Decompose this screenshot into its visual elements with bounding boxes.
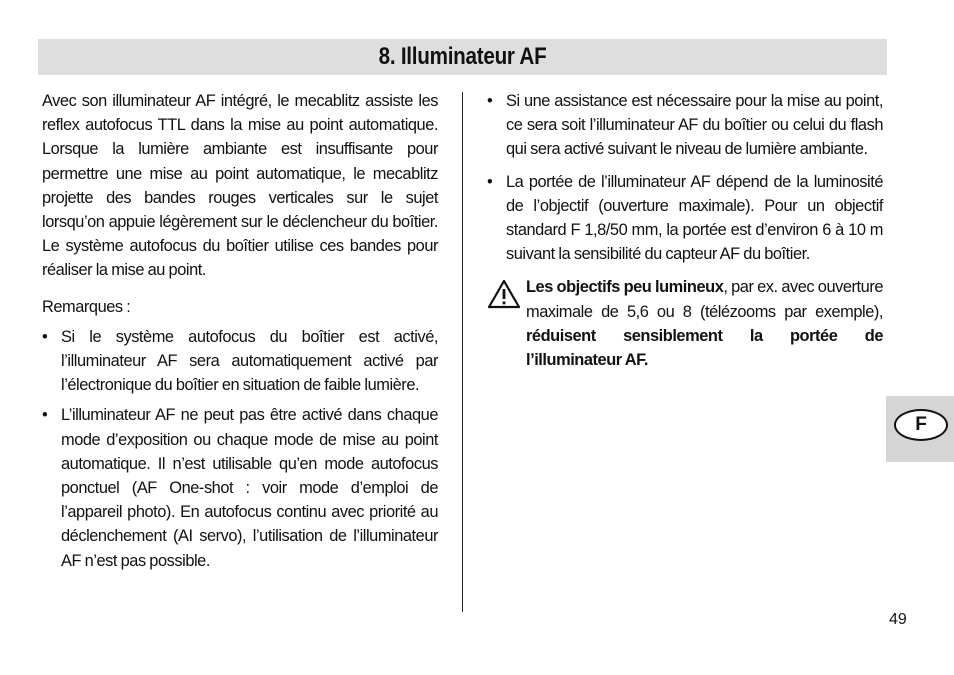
bullet-icon: •: [487, 92, 493, 110]
list-item: [487, 89, 883, 162]
list-item: [42, 325, 438, 398]
warning-text: [526, 275, 883, 372]
column-divider: [462, 92, 463, 612]
warning-middle: , par ex. avec ouverture maximale de 5,6 ou 8 (télézooms par exemple),: [526, 278, 883, 321]
bullet-text: Si une assistance est nécessaire pour la mise au point, ce sera soit l’illuminateur AF du boîtier ou celui du flash qui sera activé suivant le niveau de lumière ambiante.: [506, 92, 883, 159]
bullet-text: L’illuminateur AF ne peut pas être activé dans chaque mode d’exposition ou chaque mode de mise au point automatique. Il n’est utilisable qu’en mode autofocus ponctuel (AF One-shot : voir mode d’emploi de l’appareil photo). En autofocus continu avec priorité au déclenchement (AI servo), l’utilisation de l’illuminateur AF n’est pas possible.: [61, 406, 438, 570]
right-column: [487, 89, 883, 372]
language-tab-label: F: [894, 409, 948, 441]
warning-bold-end: réduisent sensiblement la portée de l’illuminateur AF.: [526, 326, 883, 370]
section-title: 8. Illuminateur AF: [378, 43, 547, 70]
bullet-text: La portée de l’illuminateur AF dépend de la luminosité de l’objectif (ouverture maximale). Pour un objectif standard F 1,8/50 mm, la portée est d’environ 6 à 10 m suivant la sensibilité du capteur AF du boîtier.: [506, 172, 883, 264]
remarks-label: Remarques :: [42, 297, 131, 316]
list-item: [487, 170, 883, 267]
bullet-icon: •: [42, 406, 48, 425]
page-number: 49: [889, 611, 907, 628]
warning-bold-start: Les objectifs peu lumineux: [526, 278, 724, 297]
intro-paragraph: Avec son illuminateur AF intégré, le mecablitz assiste les reflex autofocus TTL dans la mise au point automatique. Lorsque la lumière ambiante est insuffisante pour permettre une mise au point automatique, le mecablitz projette des bandes rouges verticales sur le sujet lorsqu’on appuie légèrement sur le déclencheur du boîtier. Le système autofocus du boîtier utilise ces bandes pour réaliser la mise au point.: [42, 92, 438, 280]
warning-icon: [487, 279, 521, 309]
list-item: [42, 403, 438, 572]
language-tab: [886, 396, 954, 462]
left-column: [42, 89, 438, 573]
bullet-text: Si le système autofocus du boîtier est activé, l’illuminateur AF sera automatiquement activé par l’électronique du boîtier en situation de faible lumière.: [61, 327, 438, 395]
bullet-icon: •: [487, 172, 493, 191]
bullet-icon: •: [42, 327, 48, 346]
section-title-bar: [38, 39, 887, 75]
warning-note: [487, 275, 883, 372]
